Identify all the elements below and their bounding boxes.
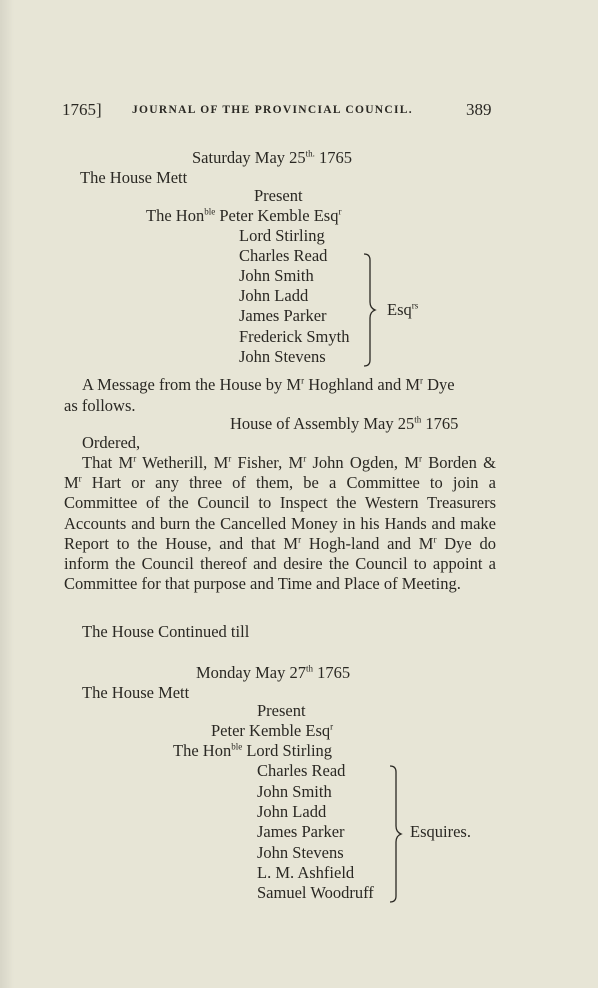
house-continued: The House Continued till <box>82 622 250 641</box>
session2-member: John Stevens <box>257 843 344 862</box>
session1-member: John Stevens <box>239 347 326 366</box>
session2-member: Samuel Woodruff <box>257 883 374 902</box>
ordered-label: Ordered, <box>82 433 141 452</box>
session2-honourable-line: The Hon$^{ble}$ Lord Stirling <box>173 741 333 760</box>
session2-brace <box>388 764 408 904</box>
message-line1: A Message from the House by $M^r$ Hoghland and $M^r$ Dye <box>82 375 455 394</box>
session2-member: L. M. Ashfield <box>257 863 355 882</box>
session2-house-mett: The House Mett <box>82 683 190 702</box>
page-fold-shadow <box>0 0 14 988</box>
session1-member: John Ladd <box>239 286 309 305</box>
session1-member: John Smith <box>239 266 314 285</box>
order-paragraph: That $M^r$ Wetherill, $M^r$ Fisher, $M^r$ John Ogden, $M^r$ Borden & $M^r$ Hart or any three of them, be a Committee to join a Committee of the Council to Inspect the Western Treasurers Accounts and burn the Cancelled Money in his Hands and make Report to the House, and that $M^r$ Hogh-land and $M^r$ Dye do inform the Council thereof and desire the Council to appoint a Committee for that purpose and Time and Place of Meeting. <box>64 453 496 594</box>
running-title: JOURNAL OF THE PROVINCIAL COUNCIL. <box>132 104 413 116</box>
page-number: 389 <box>466 100 492 119</box>
session2-member: Charles Read <box>257 761 346 780</box>
header-year: 1765] <box>62 100 102 119</box>
session1-member: Frederick Smyth <box>239 327 350 346</box>
session1-date: Saturday May $25^{th.}$ 1765 <box>192 148 353 167</box>
session2-member: John Ladd <box>257 802 327 821</box>
session1-member: Lord Stirling <box>239 226 325 245</box>
session1-present: Present <box>254 186 303 205</box>
session1-brace <box>362 252 382 368</box>
session2-brace-label: Esquires. <box>410 822 471 841</box>
session2-present: Present <box>257 701 306 720</box>
assembly-dateline: House of Assembly May 25th 1765 <box>230 414 459 433</box>
session2-member: John Smith <box>257 782 332 801</box>
session1-honourable-line: The Hon$^{ble}$ Peter Kemble Esq$^r$ <box>146 206 342 225</box>
session2-member: James Parker <box>257 822 345 841</box>
message-line2: as follows. <box>64 396 136 415</box>
session1-member: Charles Read <box>239 246 328 265</box>
session1-house-mett: The House Mett <box>80 168 188 187</box>
session1-brace-label: Esq$^{rs}$ <box>387 300 419 319</box>
session1-member: James Parker <box>239 306 327 325</box>
session2-first-member: Peter Kemble Esq$^r$ <box>211 721 334 740</box>
session2-date: Monday May 27th 1765 <box>196 663 351 682</box>
